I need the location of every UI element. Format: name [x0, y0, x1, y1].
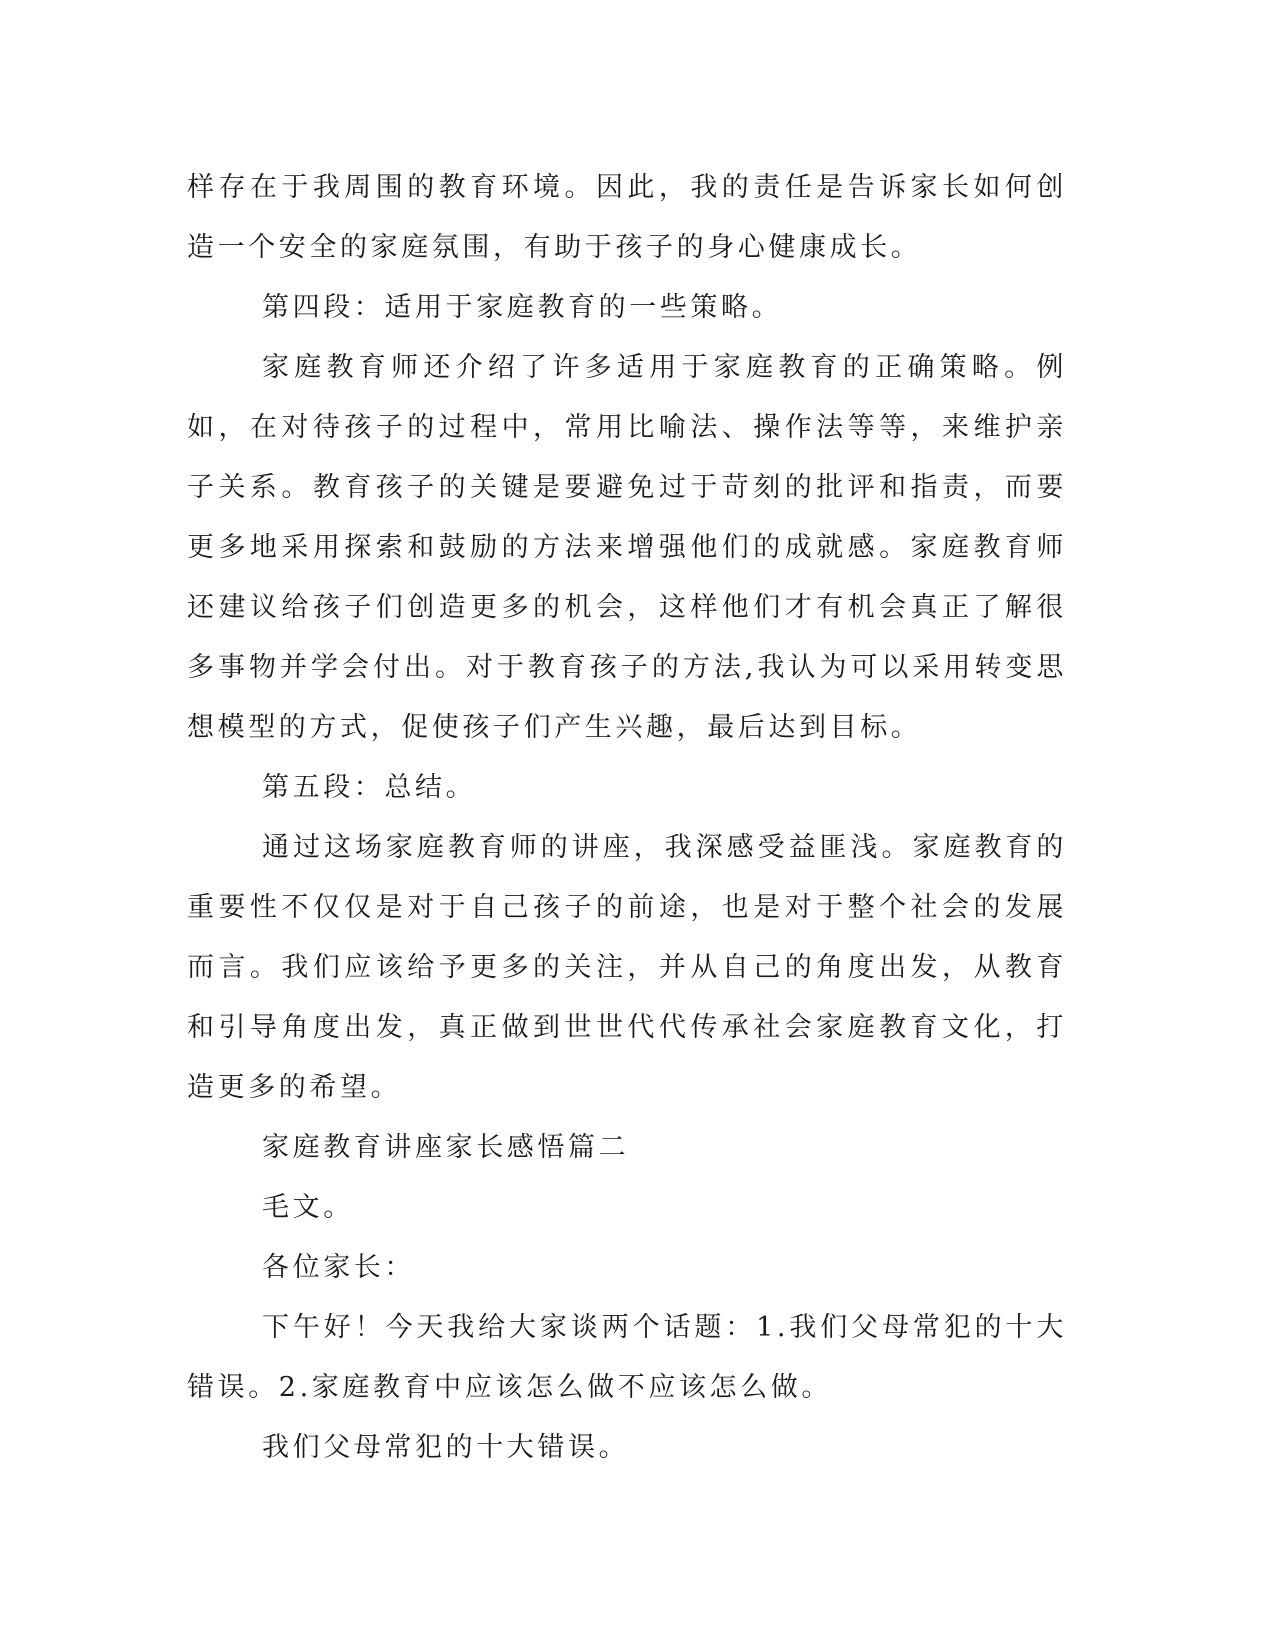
paragraph-greeting: 下午好！今天我给大家谈两个话题：1.我们父母常犯的十大错误。2.家庭教育中应该怎么做不应该怎么做。	[187, 1312, 1067, 1403]
salutation: 各位家长：	[262, 1252, 415, 1283]
section-heading-5: 第五段：总结。	[262, 772, 477, 803]
document-body	[187, 158, 1067, 1478]
article-title-part-2: 家庭教育讲座家长感悟篇二	[262, 1132, 630, 1163]
author-name: 毛文。	[262, 1192, 354, 1223]
section-heading-4: 第四段：适用于家庭教育的一些策略。	[262, 292, 783, 323]
section-heading-mistakes: 我们父母常犯的十大错误。	[262, 1432, 630, 1463]
paragraph-1: 样存在于我周围的教育环境。因此，我的责任是告诉家长如何创造一个安全的家庭氛围，有助于孩子的身心健康成长。	[187, 172, 1067, 263]
paragraph-summary: 通过这场家庭教育师的讲座，我深感受益匪浅。家庭教育的重要性不仅仅是对于自己孩子的前途，也是对于整个社会的发展而言。我们应该给予更多的关注，并从自己的角度出发，从教育和引导角度出发，真正做到世世代代传承社会家庭教育文化，打造更多的希望。	[187, 832, 1067, 1103]
paragraph-strategies: 家庭教育师还介绍了许多适用于家庭教育的正确策略。例如，在对待孩子的过程中，常用比喻法、操作法等等，来维护亲子关系。教育孩子的关键是要避免过于苛刻的批评和指责，而要更多地采用探索和鼓励的方法来增强他们的成就感。家庭教育师还建议给孩子们创造更多的机会，这样他们才有机会真正了解很多事物并学会付出。对于教育孩子的方法,我认为可以采用转变思想模型的方式，促使孩子们产生兴趣，最后达到目标。	[187, 352, 1067, 743]
